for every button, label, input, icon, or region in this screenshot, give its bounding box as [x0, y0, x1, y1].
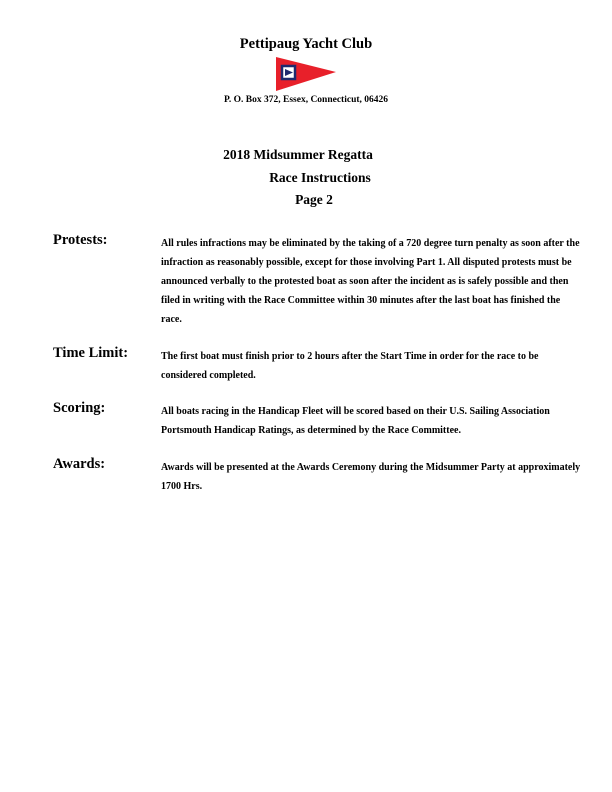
section-label: Scoring:	[53, 400, 106, 416]
section-text: All boats racing in the Handicap Fleet will be scored based on their U.S. Sailing Association Portsmouth Handicap Ratings, as determined by the Race Committee.	[161, 406, 550, 436]
section-text: Awards will be presented at the Awards Ceremony during the Midsummer Party at approximately 1700 Hrs.	[161, 462, 581, 492]
club-name: Pettipaug Yacht Club	[239, 36, 373, 52]
section-label: Time Limit:	[53, 345, 129, 361]
section-label: Awards:	[53, 456, 106, 472]
document-title: Race Instructions	[269, 170, 371, 185]
regatta-title: 2018 Midsummer Regatta	[223, 147, 373, 162]
club-address: P. O. Box 372, Essex, Connecticut, 06426	[223, 95, 389, 105]
section-text: All rules infractions may be eliminated by the taking of a 720 degree turn penalty as soon after the infraction as reasonably possible, except for those involving Part 1. All disputed protests must be announced verbally to the protested boat as soon after the incident as is safely possible and then filed in writing with the Race Committee within 30 minutes after the last boat has finished the race.	[161, 238, 580, 325]
pennant-flag-icon	[276, 57, 336, 91]
section-label: Protests:	[53, 232, 108, 248]
page-number: Page 2	[295, 192, 333, 207]
section-text: The first boat must finish prior to 2 hours after the Start Time in order for the race to be considered completed.	[161, 351, 539, 381]
